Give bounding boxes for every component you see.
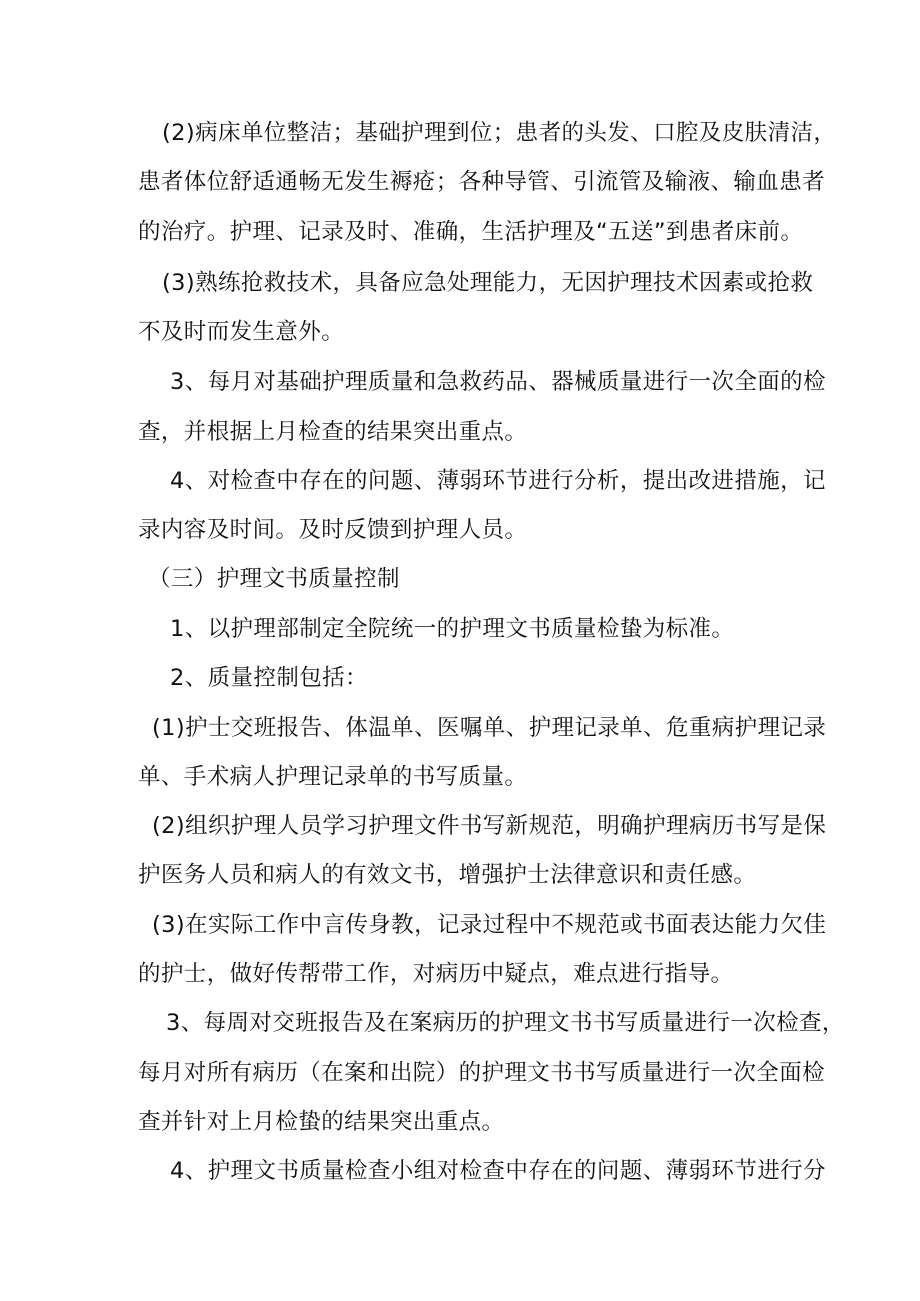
text-line: (3)熟练抢救技术，具备应急处理能力，无因护理技术因素或抢救 [162,270,814,296]
text-line: 不及时而发生意外。 [138,319,345,345]
text-line: 单、手术病人护理记录单的书写质量。 [138,764,528,790]
text-line: 每月对所有病历（在案和出院）的护理文书书写质量进行一次全面检 [138,1060,826,1086]
text-line: 4、对检查中存在的问题、薄弱环节进行分析，提出改进措施，记 [170,468,826,494]
text-line: 查，并根据上月检查的结果突出重点。 [138,419,528,445]
text-line: 的治疗。护理、记录及时、准确，生活护理及“五送”到患者床前。 [138,219,804,245]
text-line: 患者体位舒适通畅无发生褥疮；各种导管、引流管及输液、输血患者 [138,169,826,195]
text-line: 2、质量控制包括： [170,665,368,691]
text-line: 4、护理文书质量检查小组对检查中存在的问题、薄弱环节进行分 [170,1158,826,1184]
text-line: 护医务人员和病人的有效文书，增强护士法律意识和责任感。 [138,862,757,888]
text-line: 的护士，做好传帮带工作，对病历中疑点，难点进行指导。 [138,961,734,987]
text-line: (2)病床单位整洁；基础护理到位；患者的头发、口腔及皮肤清洁， [162,120,837,146]
text-line: (2)组织护理人员学习护理文件书写新规范，明确护理病历书写是保 [152,813,827,839]
section-heading: （三）护理文书质量控制 [148,566,400,592]
text-line: (3)在实际工作中言传身教，记录过程中不规范或书面表达能力欠佳 [152,912,827,938]
text-line: 1、以护理部制定全院统一的护理文书质量检蛰为标准。 [170,616,735,642]
text-line: 查并针对上月检蛰的结果突出重点。 [138,1109,505,1135]
text-line: 3、每周对交班报告及在案病历的护理文书书写质量进行一次检查， [166,1010,845,1036]
text-line: 3、每月对基础护理质量和急救药品、器械质量进行一次全面的检 [170,369,826,395]
text-line: 录内容及时间。及时反馈到护理人员。 [138,517,528,543]
text-line: (1)护士交班报告、体温单、医嘱单、护理记录单、危重病护理记录 [152,715,827,741]
